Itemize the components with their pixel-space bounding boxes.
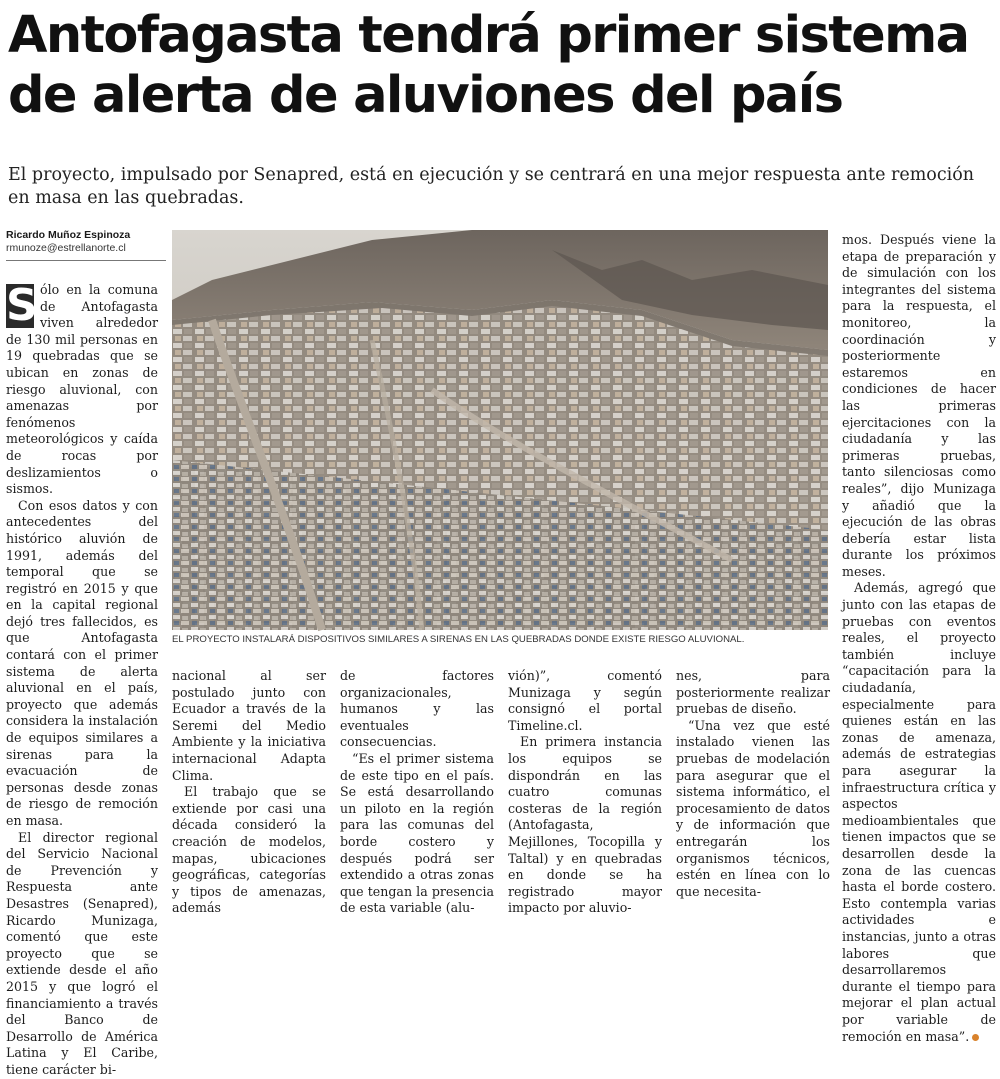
aerial-photo [172,230,828,630]
headline [8,6,993,126]
paragraph: “Una vez que esté instalado vienen las pruebas de modelación para asegurar que el sistema informático, el procesamiento de datos y de información que entregarán los organismos técnicos, estén en línea con lo que necesita- [676,717,830,899]
paragraph: de factores organizacionales, humanos y las eventuales consecuencias. [340,668,494,750]
byline-author: Ricardo Muñoz Espinoza [6,229,131,241]
headline-line-2: de alerta de aluviones del país [8,66,843,125]
paragraph: El trabajo que se extiende por casi una década consideró la creación de modelos, mapas, ubicaciones geográficas, categorías y tipos de amenazas, además [172,784,326,916]
paragraph: nacional al ser postulado junto con Ecuador a través de la Seremi del Medio Ambiente y la iniciativa internacional Adapta Clima. [172,668,326,783]
paragraph: mos. Después viene la etapa de preparación y de simulación con los integrantes del sistema para la respuesta, el monitoreo, la coordinación y posteriormente estaremos en condiciones de hacer las primeras ejercitaciones con la ciudadanía y las primeras pruebas, tanto silenciosas como reales”, dijo Munizaga y añadió que la ejecución de las obras debería estar lista durante los próximos meses. [842,232,996,579]
aerial-photo-hillside-settlement-icon [172,230,828,630]
column-3 [340,668,494,916]
dropcap: S [6,280,38,331]
paragraph: nes, para posteriormente realizar pruebas de diseño. [676,668,830,717]
paragraph: Con esos datos y con antecedentes del histórico aluvión de 1991, además del temporal que se registró en 2015 y que en la capital regional dejó tres fallecidos, es que Antofagasta contará con el primer sistema de alerta aluvional en el país, proyecto que además considera la instalación de equipos similares a sirenas para la evacuación de personas desde zonas de riesgo de remoción en masa. [6,497,158,828]
column-6 [842,232,996,1044]
column-4 [508,668,662,916]
byline [6,229,166,261]
headline-line-1: Antofagasta tendrá primer sistema [8,6,969,65]
column-5 [676,668,830,899]
photo-caption: EL PROYECTO INSTALARÁ DISPOSITIVOS SIMILARES A SIRENAS EN LAS QUEBRADAS DONDE EXISTE RIESGO ALUVIONAL. [172,634,745,645]
standfirst: El proyecto, impulsado por Senapred, está en ejecución y se centrará en una mejor respuesta ante remoción en masa en las quebradas. [8,165,975,208]
byline-rule [6,260,166,261]
closing-paragraph [842,580,996,1045]
column-2 [172,668,326,916]
paragraph: “Es el primer sistema de este tipo en el país. Se está desarrollando un piloto en la región para las comunas del borde costero y después podrá ser extendido a otras zonas que tengan la presencia de esta variable (alu- [340,750,494,916]
paragraph: En primera instancia los equipos se dispondrán en las cuatro comunas costeras de la región (Antofagasta, Mejillones, Tocopilla y Taltal) y en quebradas en donde se ha registrado mayor impacto por aluvio- [508,734,662,916]
end-mark-icon [972,1034,979,1041]
closing-text: Además, agregó que junto con las etapas de pruebas con eventos reales, el proyecto también incluye “capacitación para la ciudadanía, especialmente para quienes están en las zonas de amenaza, además de estrategias para asegurar la infraestructura crítica y aspectos medioambientales que tienen impactos que se desarrollen desde la zona de las cuencas hasta el borde costero. Esto contempla varias actividades e instancias, junto a otras labores que desarrollaremos durante el tiempo para mejorar el plan actual por variable de remoción en masa”. [842,580,996,1044]
paragraph: El director regional del Servicio Nacional de Prevención y Respuesta ante Desastres (Senapred), Ricardo Munizaga, comentó que este proyecto que se extiende desde el año 2015 y que logró el financiamiento a través del Banco de Desarrollo de América Latina y El Caribe, tiene carácter bi- [6,829,158,1077]
lead-text: ólo en la comuna de Antofagasta viven alrededor de 130 mil personas en 19 quebradas que se ubican en zonas de riesgo aluvional, con amenazas por fenómenos meteorológicos y caída de rocas por deslizamientos o sismos. [6,282,158,497]
lead-paragraph [6,282,158,498]
column-1 [6,280,158,1077]
byline-email[interactable]: rmunoze@estrellanorte.cl [6,242,126,254]
paragraph: vión)”, comentó Munizaga y según consignó el portal Timeline.cl. [508,668,662,733]
